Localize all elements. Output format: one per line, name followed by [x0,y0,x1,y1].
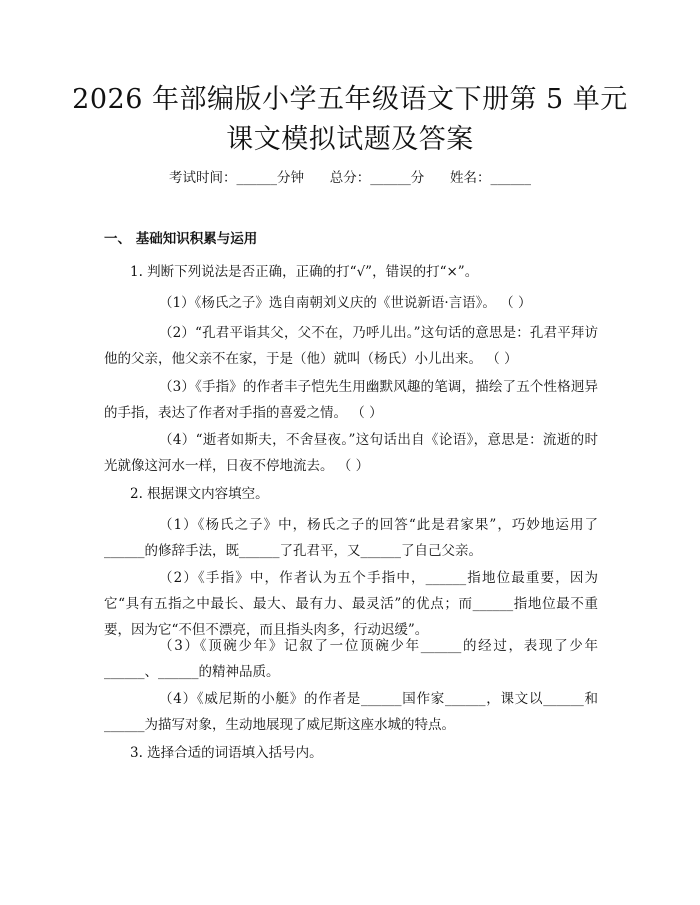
q2-item-1: （1）《杨氏之子》中，杨氏之子的回答“此是君家果”，巧妙地运用了______的修辞手法，既______了孔君平，又______了自己父亲。 [104,517,598,559]
page-title-line2: 课文模拟试题及答案 [226,124,474,155]
q1-item-1: （1）《杨氏之子》选自南朝刘义庆的《世说新语·言语》。 （ ） [159,295,532,311]
exam-info-line: 考试时间：______分钟 总分：______分 姓名：______ [169,170,531,186]
question-1-stem: 1. 判断下列说法是否正确，正确的打“√”，错误的打“×”。 [130,264,479,280]
q2-item-3: （3）《顶碗少年》记叙了一位顶碗少年______的经过，表现了少年______、______的精神品质。 [104,638,598,680]
q1-item-2: （2）“孔君平诣其父，父不在，乃呼儿出。”这句话的意思是：孔君平拜访他的父亲，他父亲不在家，于是（他）就叫（杨氏）小儿出来。 （ ） [104,325,598,367]
page-title-line1: 2026 年部编版小学五年级语文下册第 5 单元 [72,84,628,115]
section-heading: 一、 基础知识积累与运用 [104,231,258,247]
q2-item-2: （2）《手指》中，作者认为五个手指中，______指地位最重要，因为它“具有五指之中最长、最大、最有力、最灵活”的优点；而______指地位最不重要，因为它“不但不漂亮，而且指头肉多，行动迟缓”。 [104,570,598,638]
question-2-stem: 2. 根据课文内容填空。 [130,486,269,502]
q2-item-4: （4）《威尼斯的小艇》的作者是______国作家______，课文以______和______为描写对象，生动地展现了威尼斯这座水城的特点。 [104,691,598,733]
q1-item-4: （4）“逝者如斯夫，不舍昼夜。”这句话出自《论语》，意思是：流逝的时光就像这河水一样，日夜不停地流去。 （ ） [104,432,598,474]
q1-item-3: （3）《手指》的作者丰子恺先生用幽默风趣的笔调，描绘了五个性格迥异的手指，表达了作者对手指的喜爱之情。 （ ） [104,379,598,421]
question-3-stem: 3. 选择合适的词语填入括号内。 [130,745,323,761]
